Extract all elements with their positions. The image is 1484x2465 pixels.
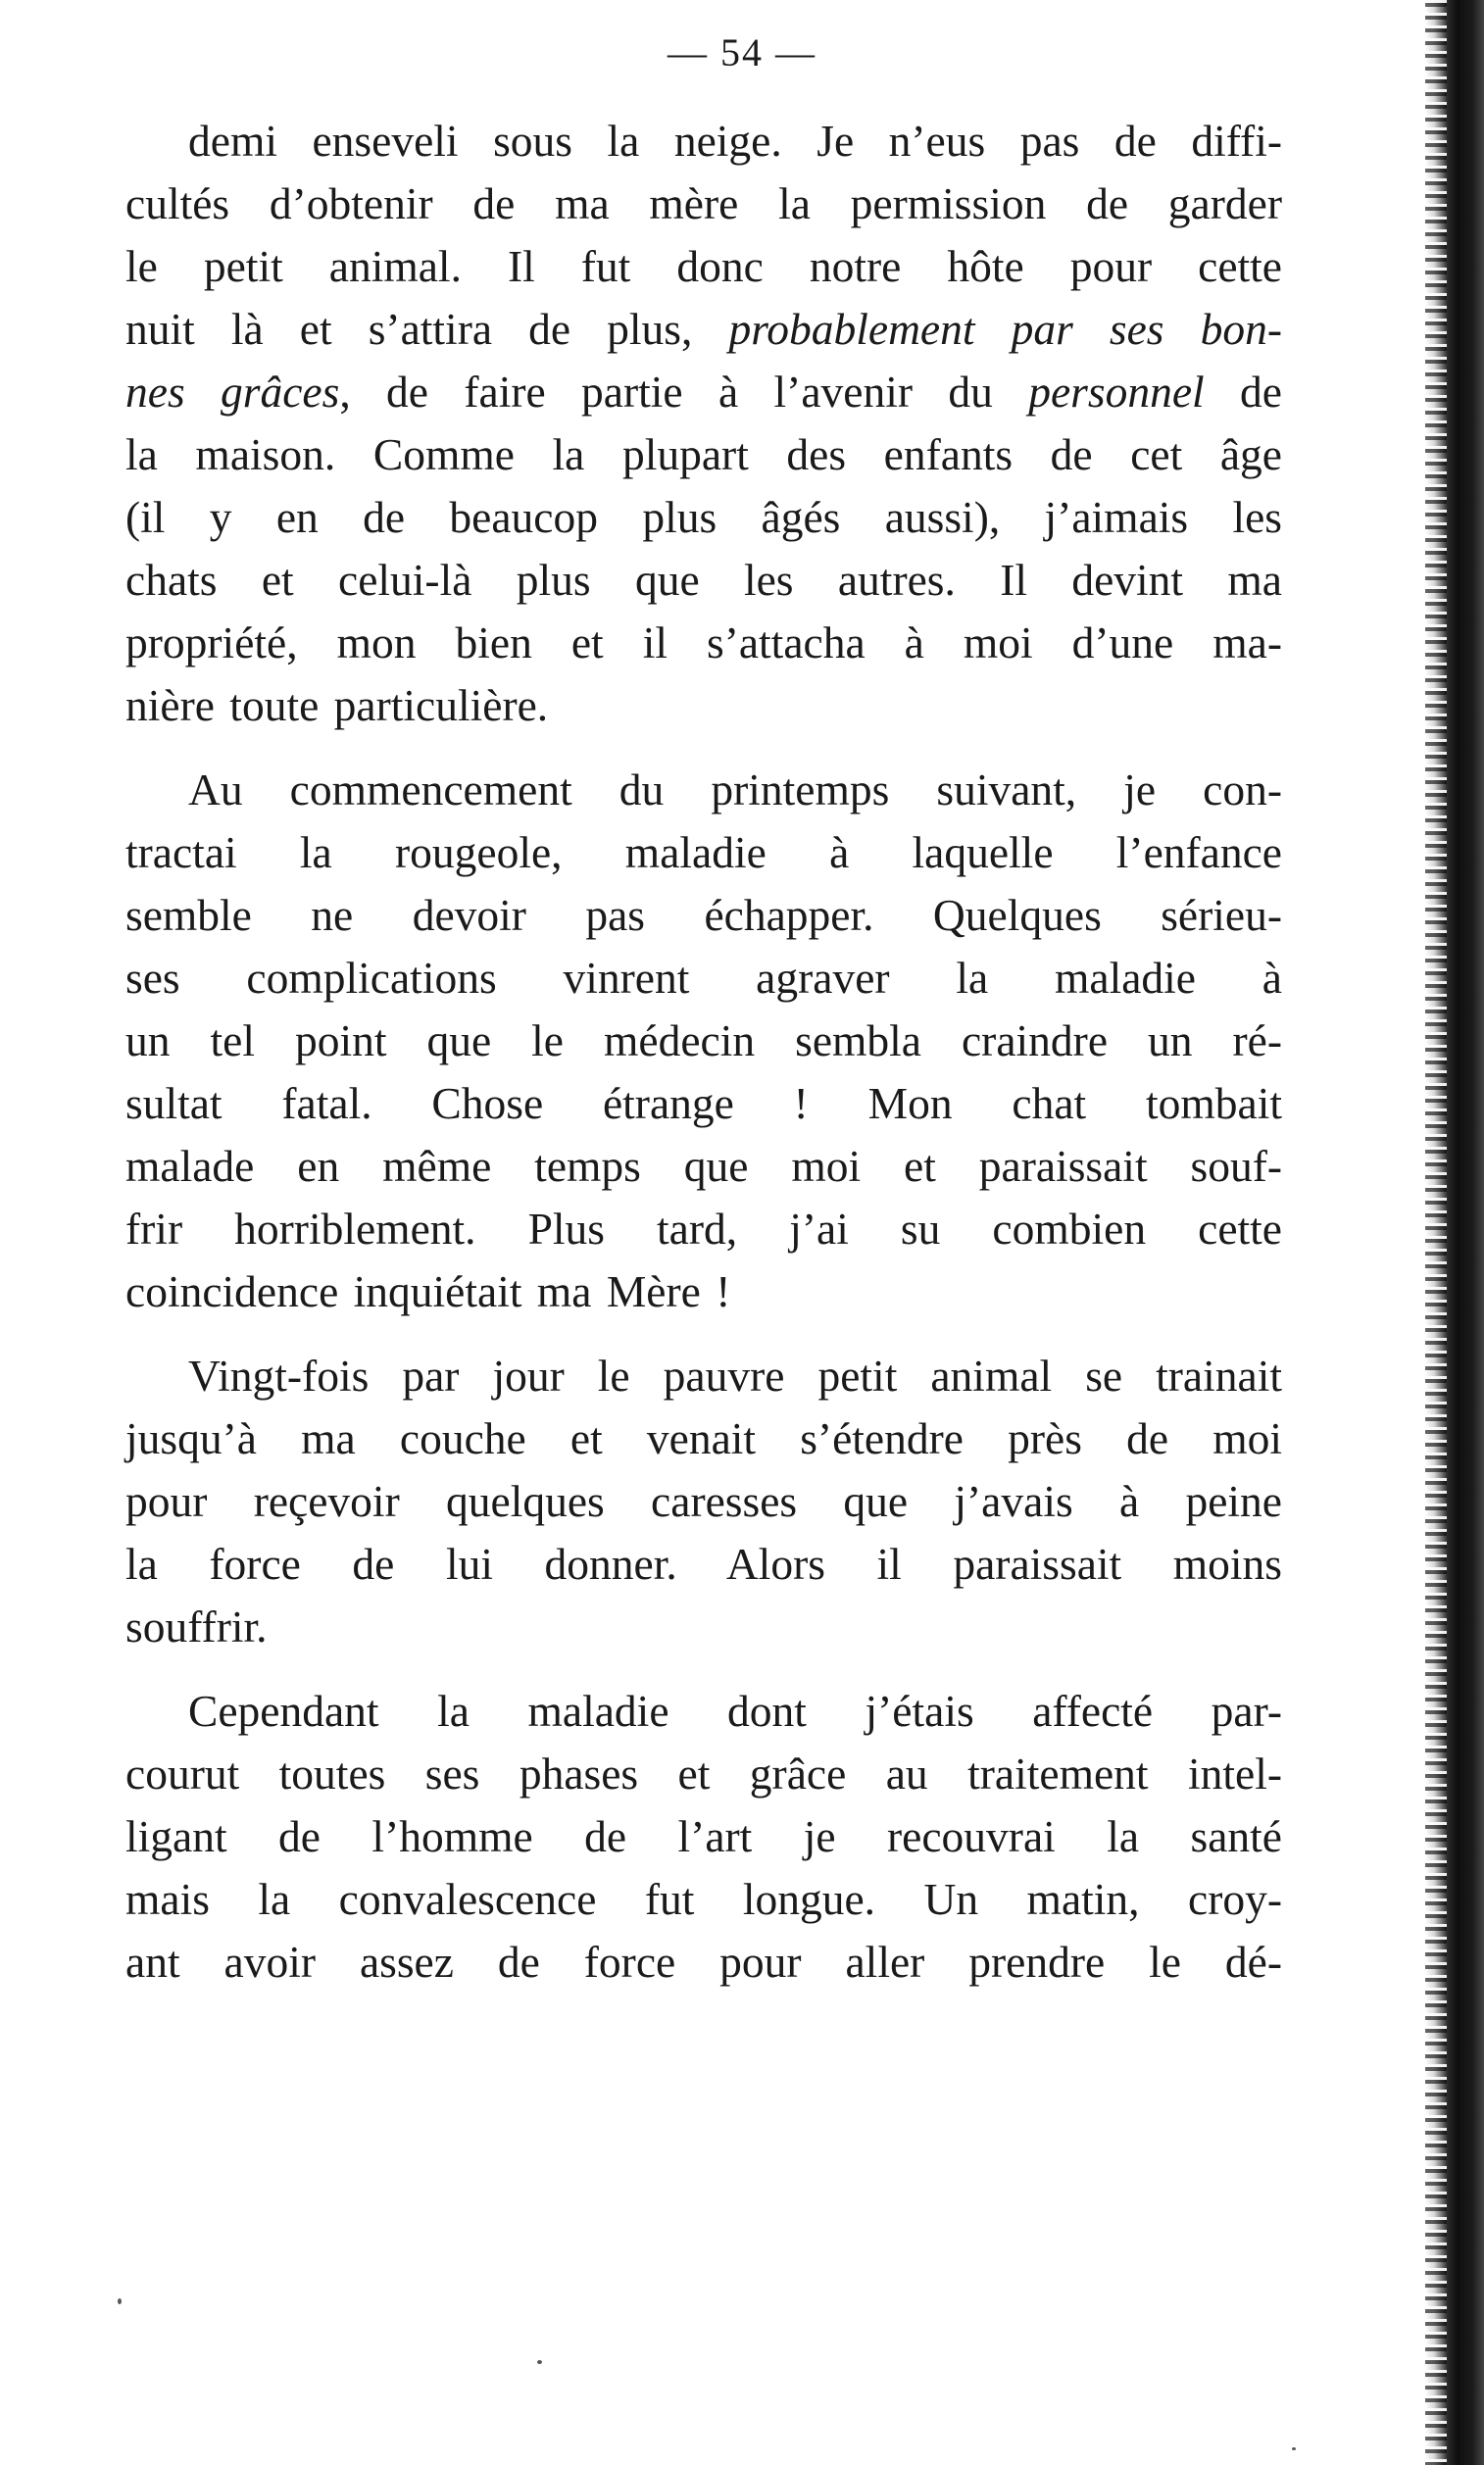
text-line: Vingt-fois par jour le pauvre petit animal se trainait (188, 1351, 1282, 1401)
text-line: semble ne devoir pas échapper. Quelques sérieu- (125, 890, 1282, 940)
text-line: propriété, mon bien et il s’attacha à moi d’une ma- (125, 617, 1282, 667)
book-binding-edge (1425, 0, 1484, 2465)
text-line: la maison. Comme la plupart des enfants de cet âge (125, 429, 1282, 479)
text-line: frir horriblement. Plus tard, j’ai su combien cette (125, 1204, 1282, 1254)
scan-speck (537, 2360, 542, 2364)
text-line: souffrir. (125, 1602, 268, 1652)
text-line: un tel point que le médecin sembla craindre un ré- (125, 1015, 1282, 1065)
text-line: coincidence inquiétait ma Mère ! (125, 1266, 731, 1316)
text-line: demi enseveli sous la neige. Je n’eus pas de diffi- (188, 116, 1282, 166)
text-line: jusqu’à ma couche et venait s’étendre près de moi (125, 1413, 1282, 1463)
text-line: ligant de l’homme de l’art je recouvrai la santé (125, 1811, 1282, 1861)
paragraph-1 (125, 110, 1282, 737)
text-line: pour reçevoir quelques caresses que j’avais à peine (125, 1476, 1282, 1526)
text-line: ses complications vinrent agraver la maladie à (125, 953, 1282, 1003)
text-line: nes grâces, de faire partie à l’avenir du personnel de (125, 367, 1282, 417)
italic-text: nes grâces (125, 367, 340, 417)
text-line: malade en même temps que moi et paraissait souf- (125, 1141, 1282, 1191)
text-line: mais la convalescence fut longue. Un matin, croy- (125, 1874, 1282, 1924)
paragraph-3 (125, 1345, 1282, 1658)
page-body (125, 110, 1282, 1994)
scan-speck (1292, 2447, 1296, 2450)
text-line: nière toute particulière. (125, 680, 549, 730)
text-line: nuit là et s’attira de plus, probablement par ses bon- (125, 304, 1282, 354)
text-line: Au commencement du printemps suivant, je con- (188, 764, 1282, 814)
paragraph-4 (125, 1680, 1282, 1994)
text-line: Cependant la maladie dont j’étais affecté par- (188, 1686, 1282, 1736)
text-line: cultés d’obtenir de ma mère la permission de garder (125, 178, 1282, 228)
italic-text: probablement par ses bon- (728, 304, 1282, 354)
text-line: le petit animal. Il fut donc notre hôte pour cette (125, 241, 1282, 291)
italic-text: personnel (1028, 367, 1205, 417)
text-line: tractai la rougeole, maladie à laquelle l’enfance (125, 827, 1282, 877)
text-line: courut toutes ses phases et grâce au traitement intel- (125, 1749, 1282, 1799)
text-line: la force de lui donner. Alors il paraissait moins (125, 1539, 1282, 1589)
scan-speck (118, 2298, 122, 2304)
paragraph-2 (125, 759, 1282, 1323)
page-number: — 54 — (668, 30, 816, 74)
text-line: chats et celui-là plus que les autres. Il devint ma (125, 555, 1282, 605)
text-line: ant avoir assez de force pour aller prendre le dé- (125, 1937, 1282, 1987)
text-line: sultat fatal. Chose étrange ! Mon chat tombait (125, 1078, 1282, 1128)
text-line: (il y en de beaucop plus âgés aussi), j’aimais les (125, 492, 1282, 542)
